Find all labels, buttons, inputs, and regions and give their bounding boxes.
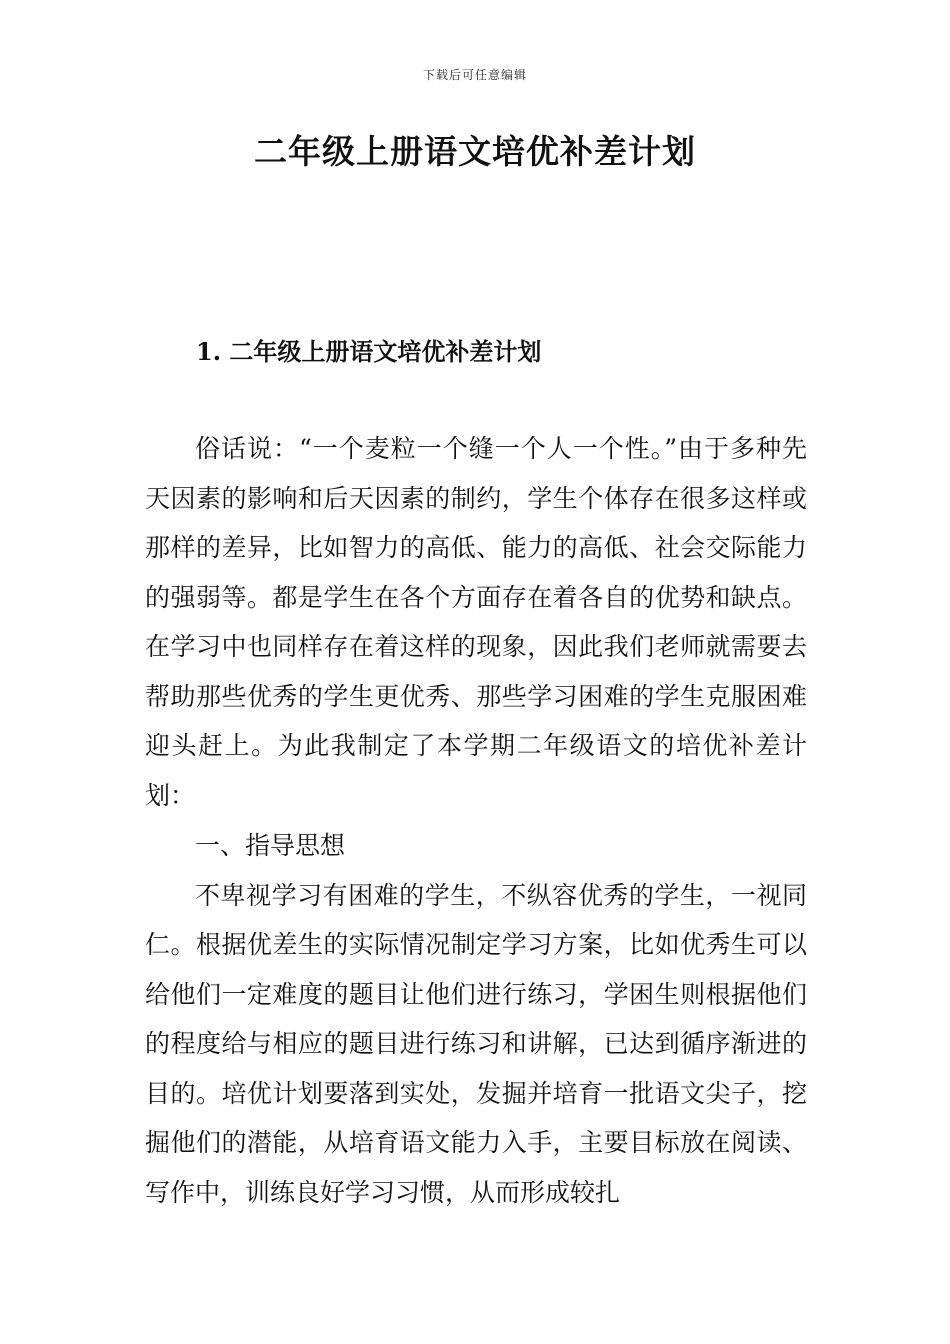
intro-paragraph: 俗话说：“一个麦粒一个缝一个人一个性。”由于多种先天因素的影响和后天因素的制约，学生个体存在很多这样或那样的差异，比如智力的高低、能力的高低、社会交际能力的强弱等。都是学生在各个方面存在着各自的优势和缺点。在学习中也同样存在着这样的现象，因此我们老师就需要去帮助那些优秀的学生更优秀、那些学习困难的学生克服困难迎头赶上。为此我制定了本学期二年级语文的培优补差计划： xyxy=(145,434,807,810)
subheading-guiding-ideology: 一、指导思想 xyxy=(195,831,346,860)
document-title: 二年级上册语文培优补差计划 xyxy=(254,132,696,171)
intro-block xyxy=(145,424,807,820)
guiding-paragraph: 不卑视学习有困难的学生，不纵容优秀的学生，一视同仁。根据优差生的实际情况制定学习方案，比如优秀生可以给他们一定难度的题目让他们进行练习，学困生则根据他们的程度给与相应的题目进行练习和讲解，已达到循序渐进的目的。培优计划要落到实处，发掘并培育一批语文尖子，挖掘他们的潜能，从培育语文能力入手，主要目标放在阅读、写作中，训练良好学习习惯，从而形成较扎 xyxy=(145,880,807,1207)
section-heading: 1. 二年级上册语文培优补差计划 xyxy=(196,337,542,366)
page-header-note: 下载后可任意编辑 xyxy=(422,68,527,82)
guiding-block xyxy=(145,821,807,1217)
